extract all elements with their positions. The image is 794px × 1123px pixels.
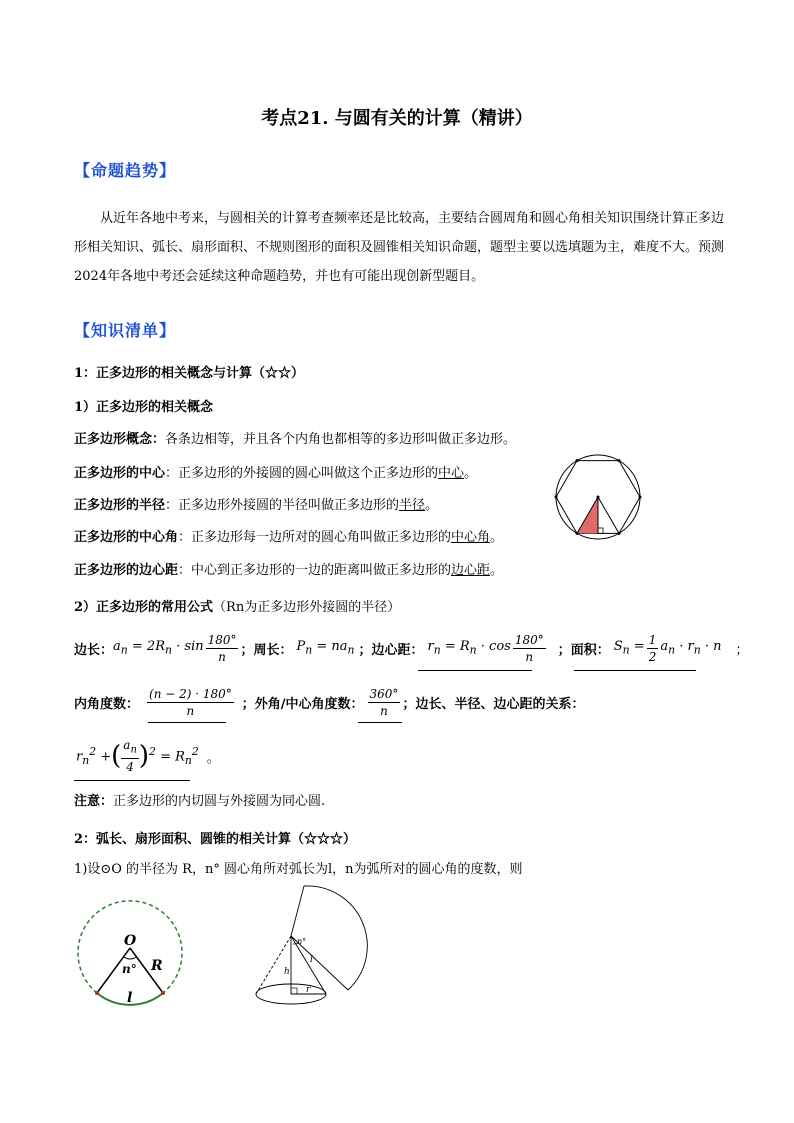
- def-angle-end: 。: [490, 530, 504, 545]
- formula-area-frac: $\frac{1}{2}$: [648, 632, 657, 664]
- f-side-label: 边长：: [74, 642, 114, 658]
- cone-label-h: h: [284, 967, 290, 977]
- trend-paragraph: 从近年各地中考来，与圆相关的计算考查频率还是比较高，主要结合圆周角和圆心角相关知识围绕计算正多边形相关知识、弧长、扇形面积、不规则图形的面积及圆锥相关知识命题，题型主要以选填题为主，难度不大。预测2024年各地中考还会延续这种命题趋势，并也有可能出现创新型题目。: [74, 211, 725, 284]
- cone-label-l: l: [310, 955, 313, 965]
- def-angle-term: 中心角: [451, 530, 491, 545]
- part1-sub1: 1）正多边形的相关概念: [74, 400, 214, 415]
- part1-sub2-note: （Rn为正多边形外接圆的半径）: [213, 600, 401, 615]
- def-radius-end: 。: [425, 498, 439, 513]
- formula-interior-frac: $\frac{(n - 2) \cdot 180^\circ}{n}$: [149, 686, 232, 718]
- def-polygon-label: 正多边形概念：: [74, 432, 166, 447]
- def-radius-text: ：正多边形外接圆的半径叫做正多边形的: [165, 498, 400, 513]
- formula-line-1: 边长： $a_n = 2R_n \cdot \sin$ $\frac{180^\circ}{n}$ ；周长： $P_n = na_n$ ；边心距： $r_n = R_n \cdot \cos$ $\frac{180^\circ}{n}$ ；面积： $S_n$ = $\frac{1}{2}$ $a_n \cdot r_n \cdot n$ ；: [74, 632, 749, 664]
- part2-line1: 1)设⊙O 的半径为 R，n° 圆心角所对弧长为l，n为弧所对的圆心角的度数，则: [74, 862, 523, 877]
- f-area-label: ；面积：: [557, 642, 610, 658]
- def-polygon-text: 各条边相等，并且各个内角也都相等的多边形叫做正多边形。: [165, 432, 517, 447]
- note-text: 正多边形的内切圆与外接圆为同心圆.: [113, 794, 326, 809]
- cone-figure: [244, 884, 384, 1016]
- def-radius-term: 半径: [399, 498, 426, 513]
- label-R: R: [151, 958, 163, 974]
- formula-exterior-frac: $\frac{360^\circ}{n}$: [369, 686, 399, 718]
- part1-heading: 1：正多边形的相关概念与计算（☆☆）: [74, 366, 305, 381]
- def-center-text: ：正多边形的外接圆的圆心叫做这个正多边形的: [165, 466, 439, 481]
- f-apothem-label: ；边心距：: [358, 642, 424, 658]
- part2-heading: 2：弧长、扇形面积、圆锥的相关计算（☆☆☆）: [74, 832, 357, 847]
- sector-figure: [66, 890, 190, 1014]
- def-apothem: [74, 559, 503, 578]
- formula-perimeter: $P_n = na_n$: [296, 639, 355, 657]
- label-n-deg: n°: [122, 962, 137, 976]
- def-center-term: 中心: [438, 466, 465, 481]
- formula-area: $S_n$ =: [613, 639, 645, 657]
- def-polygon: [74, 428, 516, 447]
- formula-area-rest: $a_n \cdot r_n \cdot n$: [660, 639, 722, 657]
- formula-apothem-frac: $\frac{180^\circ}{n}$: [514, 632, 544, 664]
- def-radius: [74, 494, 438, 513]
- part1-sub2: [74, 596, 400, 615]
- def-angle: [74, 526, 503, 545]
- formula-line-2: [74, 682, 584, 722]
- formula-apothem: $r_n = R_n \cdot \cos$: [427, 639, 511, 657]
- cone-label-r: r: [306, 985, 311, 995]
- formula-side: $a_n = 2R_n \cdot \sin$: [113, 639, 204, 657]
- def-center-label: 正多边形的中心: [74, 466, 166, 481]
- note-line: [74, 790, 325, 809]
- def-angle-label: 正多边形的中心角: [74, 530, 179, 545]
- label-l: l: [127, 990, 133, 1006]
- def-center-end: 。: [464, 466, 478, 481]
- cone-label-n: n°: [297, 937, 307, 946]
- def-angle-text: ：正多边形每一边所对的圆心角叫做正多边形的: [178, 530, 452, 545]
- hexagon-in-circle-figure: [548, 452, 648, 544]
- unrolled-arc: [304, 886, 367, 990]
- formula-side-frac: $\frac{180^\circ}{n}$: [207, 632, 237, 664]
- note-label: 注意：: [74, 794, 114, 809]
- trend-heading: 【命题趋势】: [74, 161, 177, 180]
- cone-edge-top: [291, 886, 304, 936]
- f-exterior-label: ；外角/中心角度数：: [241, 696, 364, 712]
- right-angle-mark: [598, 528, 603, 533]
- part1-sub2-title: 2）正多边形的常用公式: [74, 600, 214, 615]
- def-apothem-end: 。: [490, 563, 504, 578]
- def-apothem-label: 正多边形的边心距: [74, 563, 179, 578]
- f-interior-label: 内角度数：: [74, 696, 140, 712]
- f-relation-label: ；边长、半径、边心距的关系：: [402, 696, 585, 712]
- def-center: [74, 462, 477, 481]
- label-O: O: [124, 933, 137, 949]
- def-apothem-text: ：中心到正多边形的一边的距离叫做正多边形的: [178, 563, 452, 578]
- knowledge-heading: 【知识清单】: [74, 321, 177, 340]
- def-apothem-term: 边心距: [451, 563, 491, 578]
- angle-arc: [124, 957, 136, 959]
- f-perim-label: ；周长：: [240, 642, 293, 658]
- formula-relation: $r_n^2$ + ( $\frac{a_n}{4}$ ) $^2 = R_n^2$ 。: [76, 737, 220, 775]
- page-title: 考点21. 与圆有关的计算（精讲）: [261, 108, 533, 129]
- def-radius-label: 正多边形的半径: [74, 498, 166, 513]
